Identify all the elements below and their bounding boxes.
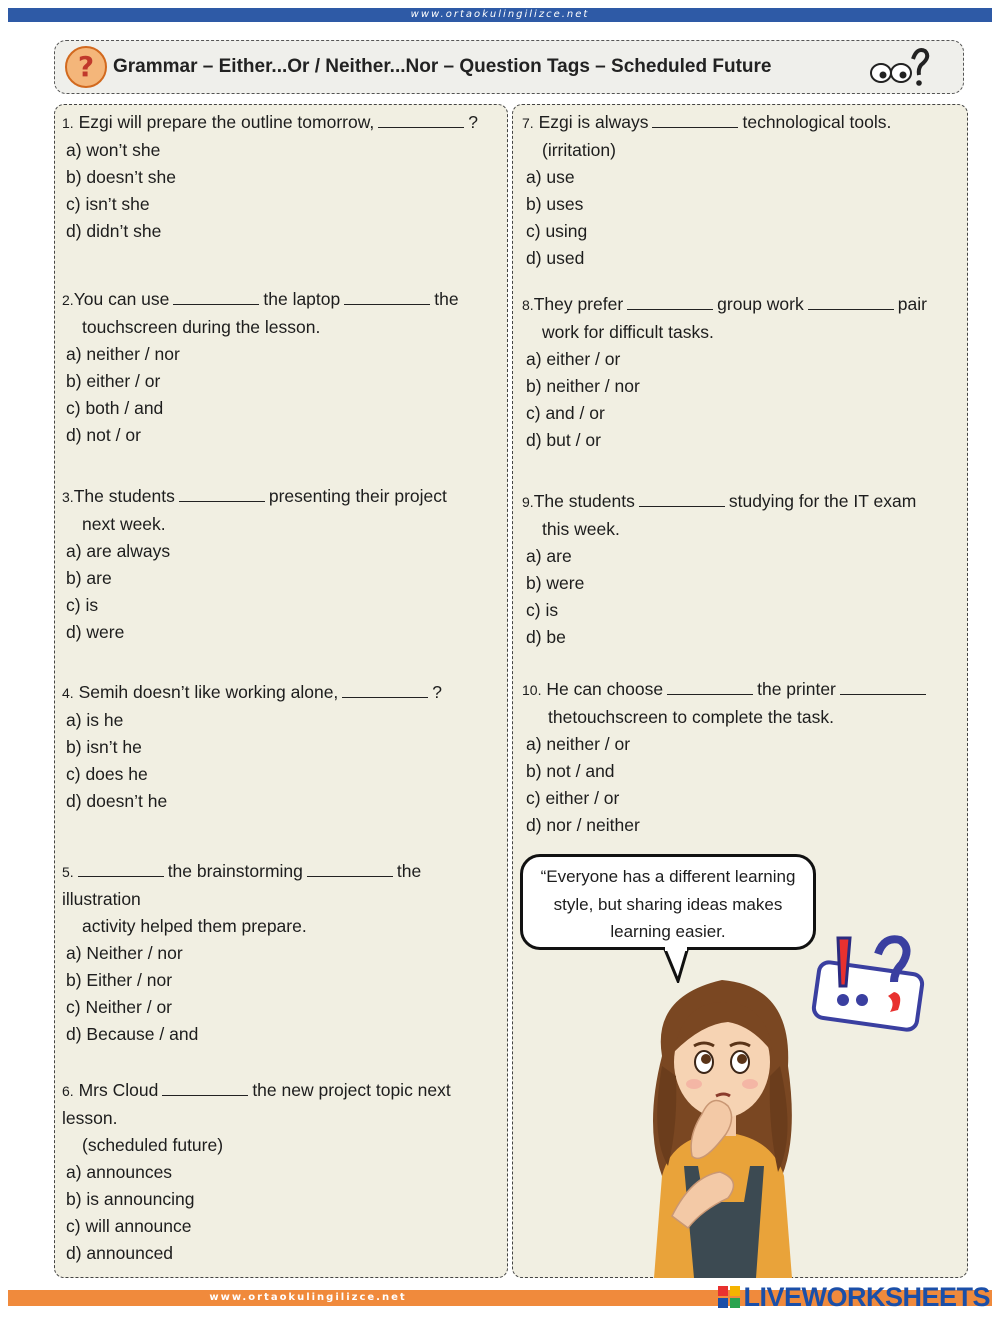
question-3: 3.The students presenting their project next week. a) are always b) are c) is d) were [62,483,447,646]
option[interactable]: c) will announce [66,1216,192,1236]
option[interactable]: d) Because / and [66,1024,199,1044]
option[interactable]: c) both / and [66,398,164,418]
option[interactable]: d) used [526,248,585,268]
question-7: 7. Ezgi is always technological tools. (irritation) a) use b) uses c) using d) used [522,109,891,272]
answer-blank[interactable] [78,862,164,877]
option[interactable]: b) were [526,573,585,593]
option[interactable]: d) didn’t she [66,221,162,241]
answer-blank[interactable] [307,862,393,877]
bubble-line: learning easier. [610,922,726,941]
option[interactable]: b) Either / nor [66,970,173,990]
answer-blank[interactable] [344,290,430,305]
option[interactable]: c) either / or [526,788,620,808]
option[interactable]: b) neither / nor [526,376,640,396]
option[interactable]: a) either / or [526,349,621,369]
option[interactable]: c) is [66,595,99,615]
option[interactable]: c) does he [66,764,148,784]
option[interactable]: a) Neither / nor [66,943,183,963]
answer-blank[interactable] [162,1081,248,1096]
option[interactable]: d) not / or [66,425,141,445]
top-url: www.ortaokulingilizce.net [410,9,590,20]
answer-blank[interactable] [808,295,894,310]
question-5: 5. the brainstorming the illustration activity helped them prepare. a) Neither / nor b) Either / nor c) Neither / or d) Because / and [62,858,421,1048]
question-10: 10. He can choose the printer thetouchscreen to complete the task. a) neither / or b) not / and c) either / or d) nor / neither [522,676,930,839]
option[interactable]: b) are [66,568,112,588]
option[interactable]: d) but / or [526,430,601,450]
bottom-url: www.ortaokulingilizce.net [209,1292,407,1303]
thinking-girl-illustration [632,966,812,1278]
liveworksheets-logo-icon [718,1286,740,1308]
option[interactable]: a) neither / nor [66,344,180,364]
option[interactable]: b) not / and [526,761,615,781]
top-bar [8,8,992,22]
answer-blank[interactable] [173,290,259,305]
option[interactable]: a) neither / or [526,734,631,754]
option[interactable]: c) and / or [526,403,605,423]
option[interactable]: d) doesn’t he [66,791,168,811]
liveworksheets-brand [718,1282,990,1313]
answer-blank[interactable] [667,680,753,695]
option[interactable]: a) are [526,546,572,566]
option[interactable]: d) nor / neither [526,815,640,835]
question-8: 8.They prefer group work pair work for difficult tasks. a) either / or b) neither / nor c) and / or d) but / or [522,291,927,454]
question-6: 6. Mrs Cloud the new project topic next lesson. (scheduled future) a) announces b) is announcing c) will announce d) announced [62,1077,451,1267]
question-4: 4. Semih doesn’t like working alone, ? a) is he b) isn’t he c) does he d) doesn’t he [62,679,442,815]
option[interactable]: d) announced [66,1243,174,1263]
option[interactable]: c) is [526,600,559,620]
question-2: 2.You can use the laptop the touchscreen during the lesson. a) neither / nor b) either / or c) both / and d) not / or [62,286,459,449]
option[interactable]: c) Neither / or [66,997,172,1017]
answer-blank[interactable] [652,113,738,128]
question-1: 1. Ezgi will prepare the outline tomorrow, ? a) won’t she b) doesn’t she c) isn’t she d) didn’t she [62,109,478,245]
option[interactable]: c) isn’t she [66,194,150,214]
page-title: Grammar – Either...Or / Neither...Nor – Question Tags – Scheduled Future [113,56,772,77]
bubble-line: style, but sharing ideas makes [553,894,783,914]
question-9: 9.The students studying for the IT exam this week. a) are b) were c) is d) be [522,488,916,651]
option[interactable]: b) doesn’t she [66,167,176,187]
option[interactable]: a) is he [66,710,124,730]
eyes-question-icon [863,45,933,89]
bubble-line: “Everyone has a different learning [540,867,796,886]
answer-blank[interactable] [378,113,464,128]
option[interactable]: b) either / or [66,371,161,391]
answer-blank[interactable] [179,487,265,502]
answer-blank[interactable] [627,295,713,310]
option[interactable]: a) won’t she [66,140,161,160]
answer-blank[interactable] [639,492,725,507]
option[interactable]: c) using [526,221,588,241]
question-mark-icon: ? [65,46,107,88]
option[interactable]: b) is announcing [66,1189,195,1209]
option[interactable]: d) be [526,627,566,647]
option[interactable]: a) are always [66,541,171,561]
worksheet-header [54,40,964,94]
exclamation-question-icon [808,930,926,1034]
option[interactable]: a) announces [66,1162,173,1182]
answer-blank[interactable] [342,683,428,698]
speech-bubble [520,854,816,950]
option[interactable]: d) were [66,622,125,642]
option[interactable]: a) use [526,167,575,187]
option[interactable]: b) isn’t he [66,737,142,757]
answer-blank[interactable] [840,680,926,695]
option[interactable]: b) uses [526,194,584,214]
brand-name: LIVEWORKSHEETS [743,1282,990,1312]
